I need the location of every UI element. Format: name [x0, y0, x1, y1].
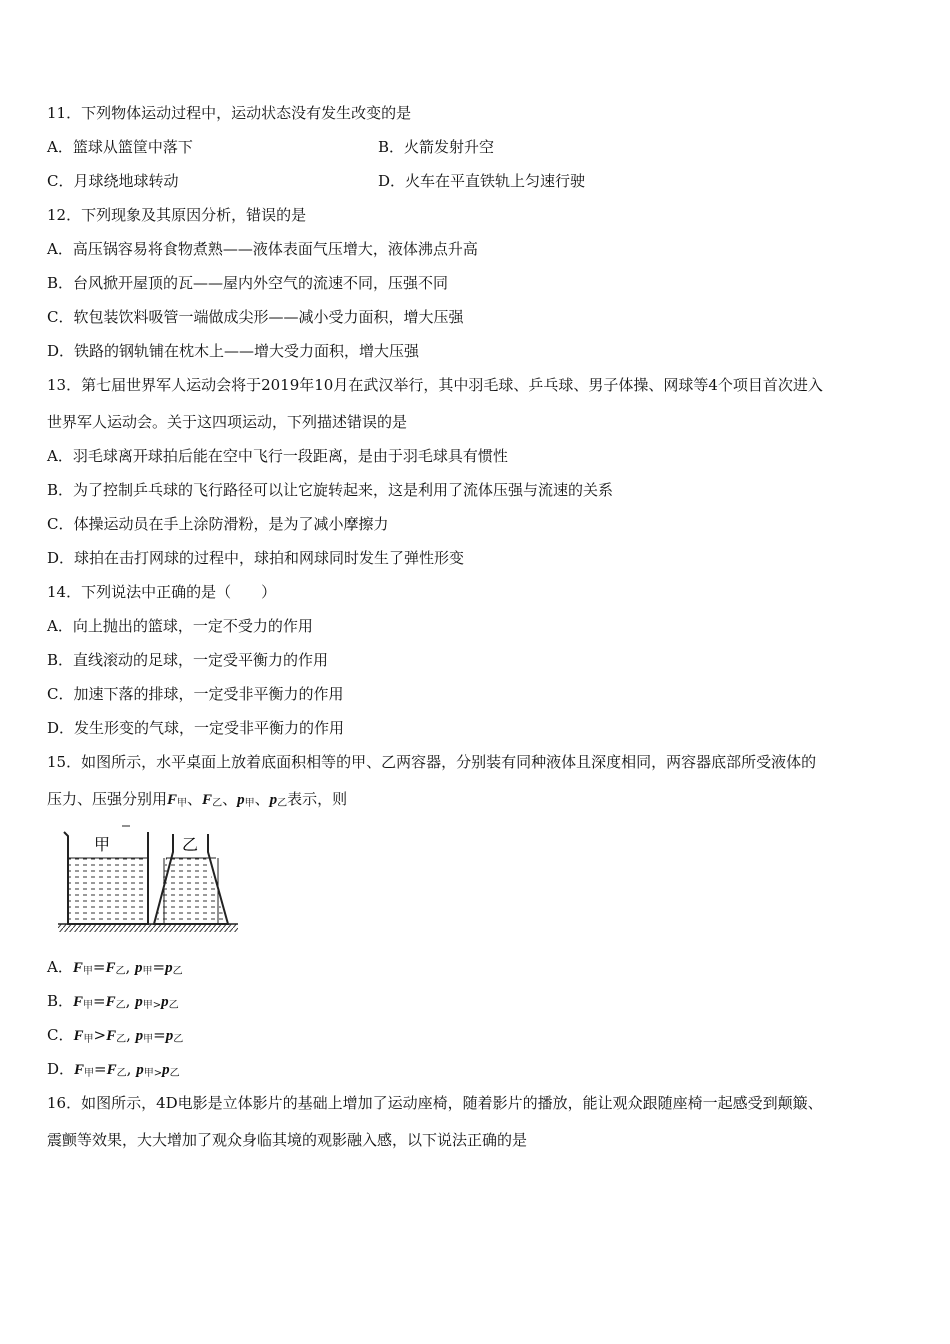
q15-option-a: [47, 957, 183, 982]
symbol-p: p: [161, 994, 169, 1010]
relation: =: [152, 958, 166, 976]
q13-option-b: B．为了控制乒乓球的飞行路径可以让它旋转起来，这是利用了流体压强与流速的关系: [47, 481, 614, 499]
q13-stem-line2: 世界军人运动会。关于这四项运动，下列描述错误的是: [47, 413, 408, 431]
symbol-F: F: [74, 1062, 85, 1078]
q12-option-d: D．铁路的钢轨铺在枕木上——增大受力面积，增大压强: [47, 342, 420, 360]
q11-stem: 11．下列物体运动过程中，运动状态没有发生改变的是: [47, 104, 412, 122]
q14-option-d: D．发生形变的气球，一定受非平衡力的作用: [47, 719, 345, 737]
symbol-p: p: [135, 960, 143, 976]
q12-option-a: A．高压锅容易将食物煮熟——液体表面气压增大，液体沸点升高: [47, 240, 478, 258]
sub-yi: 乙: [168, 1000, 179, 1011]
comma: ,: [125, 958, 131, 976]
sub-jia: 甲: [142, 966, 153, 977]
symbol-F: F: [73, 994, 84, 1010]
relation: =: [93, 992, 106, 1010]
q11-option-d: D．火车在平直铁轨上匀速行驶: [378, 172, 586, 190]
symbol-F: F: [106, 1028, 117, 1044]
sub-yi: 乙: [115, 966, 126, 977]
q15-option-d: [47, 1059, 180, 1084]
separator: 、: [222, 790, 238, 808]
symbol-p: p: [165, 960, 173, 976]
symbol-p: p: [269, 792, 278, 808]
liquid-jia: [68, 858, 148, 924]
table-hatching: [58, 924, 238, 932]
relation: >: [93, 1026, 107, 1044]
symbol-F: F: [106, 1062, 117, 1078]
comma: ,: [126, 1060, 132, 1078]
symbol-F: F: [105, 960, 116, 976]
q13-option-a: A．羽毛球离开球拍后能在空中飞行一段距离，是由于羽毛球具有惯性: [47, 447, 508, 465]
containers-figure: [58, 820, 238, 940]
q12-option-c: C．软包装饮料吸管一端做成尖形——减小受力面积，增大压强: [47, 308, 464, 326]
q11-option-b: B．火箭发射升空: [378, 138, 495, 156]
symbol-F: F: [202, 792, 213, 808]
sub-yi: 乙: [212, 798, 223, 809]
relation: >: [153, 1068, 163, 1079]
option-letter: B．: [47, 992, 74, 1010]
liquid-yi: [156, 858, 226, 924]
q15-stem2-prefix: 压力、压强分别用: [47, 790, 168, 808]
separator: 、: [254, 790, 270, 808]
q16-stem-line2: 震颤等效果，大大增加了观众身临其境的观影融入感，以下说法正确的是: [47, 1131, 528, 1149]
q16-stem-line1: 16．如图所示，4D电影是立体影片的基础上增加了运动座椅，随着影片的播放，能让观众跟随座椅一起感受到颠簸、: [47, 1094, 823, 1112]
label-jia: 甲: [94, 835, 111, 854]
q15-option-c: [47, 1025, 183, 1050]
symbol-p: p: [162, 1062, 170, 1078]
symbol-p: p: [135, 1028, 144, 1044]
q14-option-a: A．向上抛出的篮球，一定不受力的作用: [47, 617, 313, 635]
option-letter: C．: [47, 1026, 74, 1044]
symbol-p: p: [136, 1062, 144, 1078]
sub-yi: 乙: [116, 1034, 127, 1045]
q11-option-c: C．月球绕地球转动: [47, 172, 179, 190]
sub-yi: 乙: [116, 1068, 127, 1079]
relation: =: [94, 1060, 107, 1078]
relation: >: [152, 1000, 162, 1011]
sub-yi: 乙: [115, 1000, 126, 1011]
q13-stem-line1: 13．第七届世界军人运动会将于2019年10月在武汉举行，其中羽毛球、乒乓球、男子体操、网球等4个项目首次进入: [47, 376, 823, 394]
label-yi: 乙: [182, 835, 199, 854]
comma: ,: [126, 1026, 131, 1044]
symbol-p: p: [165, 1028, 174, 1044]
option-letter: A．: [47, 958, 73, 976]
q14-option-c: C．加速下落的排球，一定受非平衡力的作用: [47, 685, 344, 703]
symbol-F: F: [105, 994, 116, 1010]
sub-jia: 甲: [143, 1034, 154, 1045]
q11-option-a: A．篮球从篮筐中落下: [47, 138, 193, 156]
comma: ,: [125, 992, 131, 1010]
sub-jia: 甲: [82, 966, 93, 977]
q12-stem: 12．下列现象及其原因分析，错误的是: [47, 206, 307, 224]
relation: =: [92, 958, 106, 976]
q13-option-d: D．球拍在击打网球的过程中，球拍和网球同时发生了弹性形变: [47, 549, 465, 567]
sub-jia: 甲: [83, 1000, 94, 1011]
q14-stem: 14．下列说法中正确的是（ ）: [47, 583, 277, 601]
symbol-F: F: [72, 960, 83, 976]
sub-jia: 甲: [244, 798, 255, 809]
symbol-p: p: [135, 994, 143, 1010]
sub-jia: 甲: [84, 1068, 95, 1079]
separator: 、: [187, 790, 203, 808]
q14-option-b: B．直线滚动的足球，一定受平衡力的作用: [47, 651, 329, 669]
q15-stem2-suffix: 表示，则: [287, 790, 348, 808]
q12-option-b: B．台风掀开屋顶的瓦——屋内外空气的流速不同，压强不同: [47, 274, 449, 292]
sub-yi: 乙: [172, 966, 183, 977]
sub-jia: 甲: [142, 1000, 153, 1011]
q15-stem-line2: [47, 789, 347, 814]
sub-jia: 甲: [177, 798, 188, 809]
symbol-F: F: [73, 1028, 84, 1044]
sub-yi: 乙: [277, 798, 288, 809]
sub-yi: 乙: [173, 1034, 184, 1045]
relation: =: [153, 1026, 166, 1044]
symbol-F: F: [167, 792, 178, 808]
sub-yi: 乙: [169, 1068, 180, 1079]
sub-jia: 甲: [83, 1034, 94, 1045]
sub-jia: 甲: [143, 1068, 154, 1079]
q15-stem-line1: 15．如图所示，水平桌面上放着底面积相等的甲、乙两容器，分别装有同种液体且深度相同，两容器底部所受液体的: [47, 753, 817, 771]
q13-option-c: C．体操运动员在手上涂防滑粉，是为了减小摩擦力: [47, 515, 389, 533]
symbol-p: p: [237, 792, 245, 808]
q15-option-b: [47, 991, 179, 1016]
option-letter: D．: [47, 1060, 75, 1078]
